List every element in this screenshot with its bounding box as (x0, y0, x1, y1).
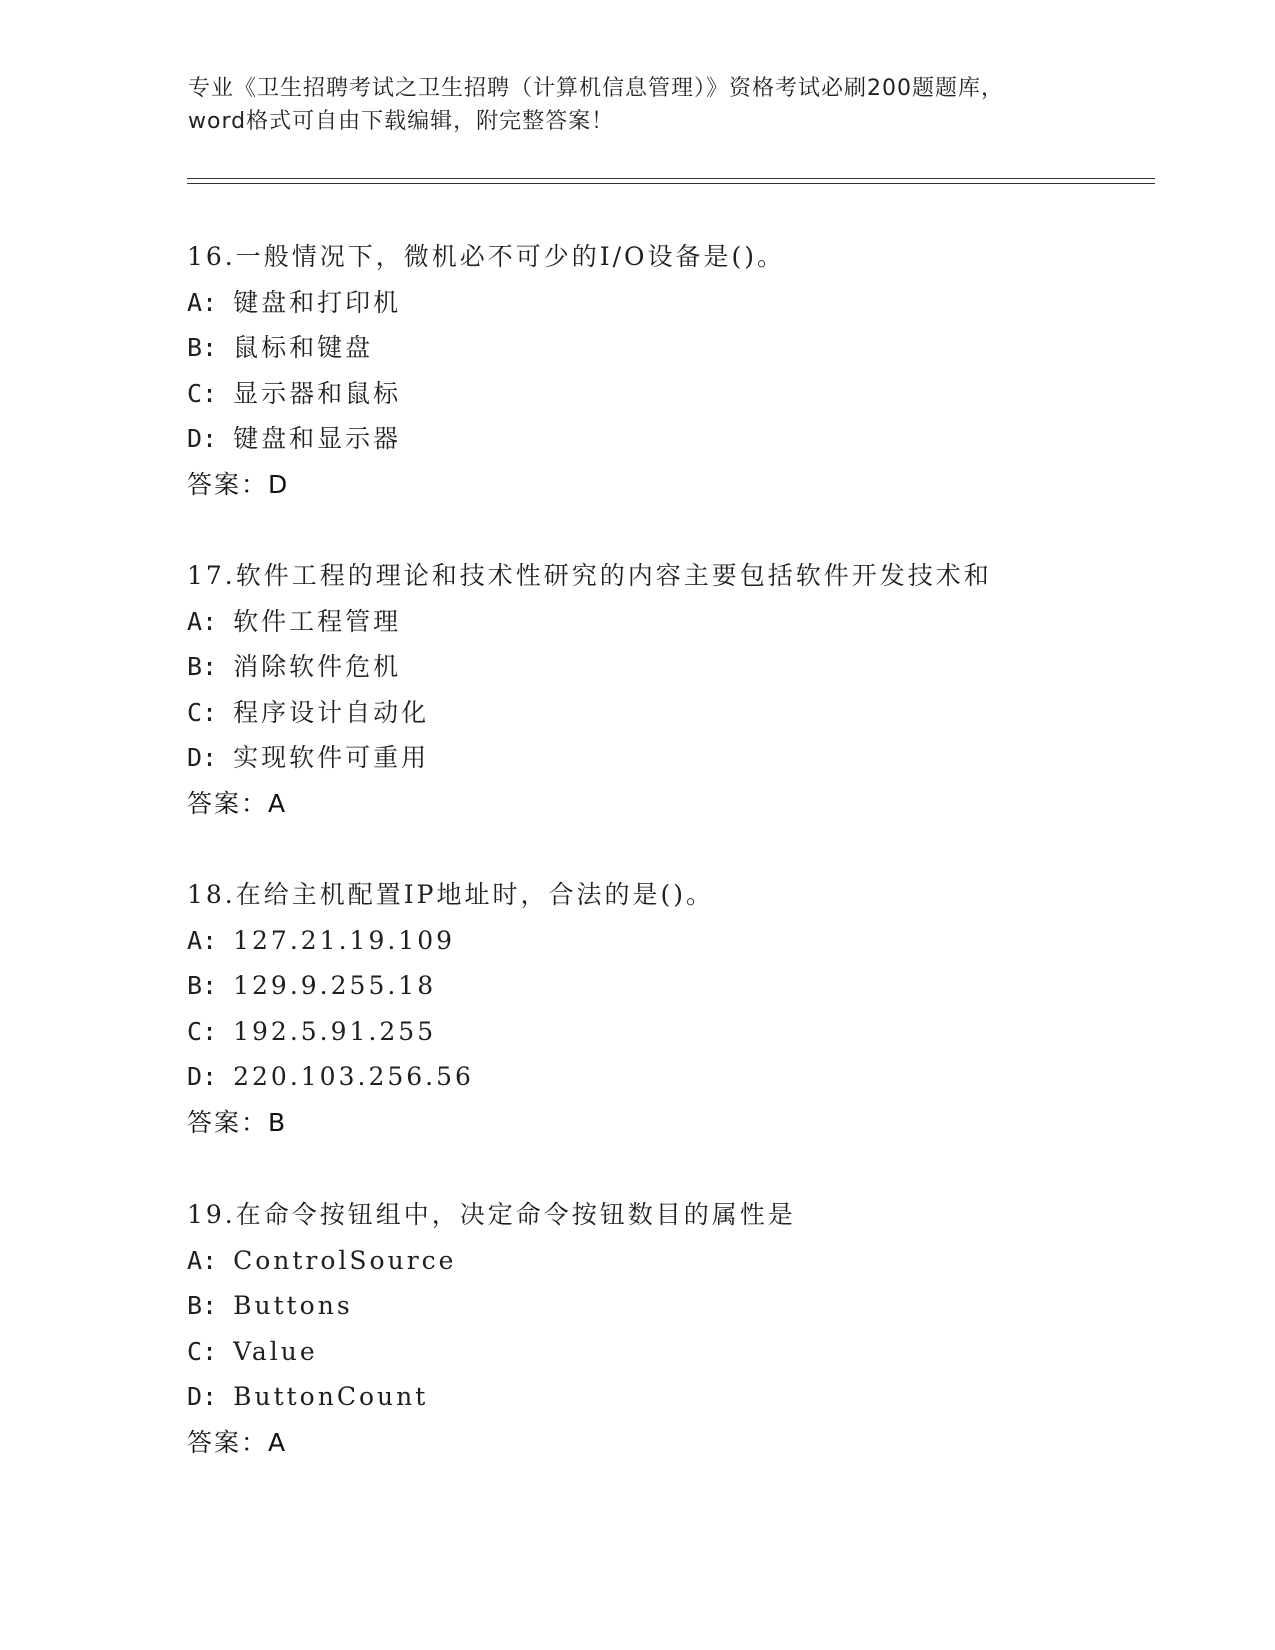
option-b (187, 963, 1187, 1009)
option-text: 键盘和显示器 (233, 424, 402, 454)
option-letter: C: (187, 1016, 218, 1046)
option-letter: D: (187, 743, 218, 773)
question-stem: 17.软件工程的理论和技术性研究的内容主要包括软件开发技术和 (187, 561, 992, 590)
option-letter: B: (187, 1291, 218, 1321)
document-header (188, 72, 1088, 138)
option-text: 220.103.256.56 (233, 1062, 474, 1092)
question-17 (187, 553, 1187, 827)
header-line-2: word格式可自由下载编辑，附完整答案！ (188, 109, 615, 134)
option-letter: B: (187, 333, 218, 363)
option-c (187, 1329, 1187, 1375)
option-text: Buttons (233, 1291, 353, 1321)
option-a (187, 280, 1187, 326)
option-d (187, 735, 1187, 781)
option-a (187, 1238, 1187, 1284)
option-text: 显示器和鼠标 (233, 378, 402, 408)
question-stem: 18.在给主机配置IP地址时，合法的是()。 (187, 880, 714, 909)
option-letter: A: (187, 1245, 218, 1275)
option-text: 软件工程管理 (233, 606, 402, 636)
option-c (187, 371, 1187, 417)
option-letter: D: (187, 1062, 218, 1092)
option-text: 程序设计自动化 (233, 697, 430, 727)
option-a (187, 918, 1187, 964)
header-line-1: 专业《卫生招聘考试之卫生招聘（计算机信息管理）》资格考试必刷200题题库， (188, 76, 1004, 101)
option-letter: B: (187, 652, 218, 682)
answer-line: 答案：B (187, 1107, 288, 1137)
option-text: 键盘和打印机 (233, 287, 402, 317)
option-text: Value (233, 1336, 318, 1366)
question-18 (187, 872, 1187, 1146)
option-text: ButtonCount (233, 1382, 429, 1412)
option-b (187, 325, 1187, 371)
option-letter: A: (187, 287, 218, 317)
option-text: 鼠标和键盘 (233, 333, 374, 363)
option-letter: C: (187, 697, 218, 727)
option-text: 192.5.91.255 (233, 1016, 437, 1046)
header-divider-top (187, 178, 1155, 179)
option-b (187, 644, 1187, 690)
answer-line: 答案：A (187, 1427, 288, 1457)
option-letter: A: (187, 925, 218, 955)
option-c (187, 1009, 1187, 1055)
option-b (187, 1283, 1187, 1329)
question-16 (187, 234, 1187, 508)
option-c (187, 690, 1187, 736)
answer-line: 答案：D (187, 469, 290, 499)
option-text: 实现软件可重用 (233, 743, 430, 773)
question-stem: 19.在命令按钮组中，决定命令按钮数目的属性是 (187, 1200, 796, 1229)
header-divider-bottom (187, 183, 1155, 184)
option-letter: D: (187, 1382, 218, 1412)
option-letter: B: (187, 971, 218, 1001)
option-letter: C: (187, 378, 218, 408)
option-text: 消除软件危机 (233, 652, 402, 682)
option-a (187, 599, 1187, 645)
option-letter: C: (187, 1336, 218, 1366)
option-text: ControlSource (233, 1245, 457, 1275)
option-letter: D: (187, 424, 218, 454)
option-d (187, 416, 1187, 462)
option-letter: A: (187, 606, 218, 636)
option-text: 129.9.255.18 (233, 971, 437, 1001)
question-19 (187, 1192, 1187, 1466)
question-stem: 16.一般情况下，微机必不可少的I/O设备是()。 (187, 242, 786, 271)
option-text: 127.21.19.109 (233, 925, 456, 955)
option-d (187, 1374, 1187, 1420)
answer-line: 答案：A (187, 788, 288, 818)
option-d (187, 1054, 1187, 1100)
